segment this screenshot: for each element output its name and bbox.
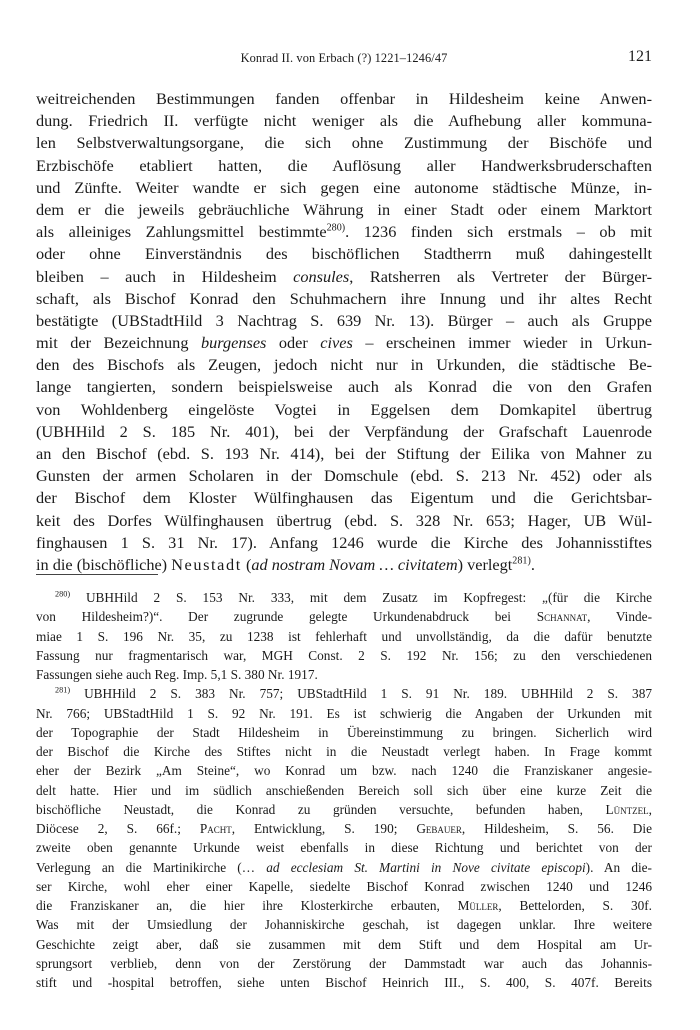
text-line: schaft, als Bischof Konrad den Schuhmachern ihre Innung und ihr altes Recht: [36, 288, 652, 308]
text-line: der Bischof dem Kloster Wülfinghausen das Eigentum und die Gerichtsbar-: [36, 488, 652, 508]
footnote-line: bischöfliche Neustadt, die Konrad zu gründen versuchte, befunden haben, Lüntzel,: [36, 801, 652, 817]
text-line: den des Bischofs als Zeugen, jedoch nicht nur in Urkunden, die städtische Be-: [36, 355, 652, 375]
footnote-line: eher der Bezirk „Am Steine“, wo Konrad um bzw. nach 1240 die Franziskaner angesie-: [36, 763, 652, 779]
running-title: Konrad II. von Erbach (?) 1221–1246/47: [240, 51, 448, 65]
text-line: von Wohldenberg eingelöste Vogtei in Eggelsen dem Domkapitel übertrug: [36, 399, 652, 419]
text-line: als alleiniges Zahlungsmittel bestimmte$^{280)}$. 1236 finden sich erstmals – ob mit: [36, 222, 652, 242]
text-line: lange tangierten, sondern beispielsweise auch als Konrad die von den Grafen: [36, 377, 652, 397]
text-line: in die (bischöfliche) Neustadt (ad nostram Novam … civitatem) verlegt$^{281)}$.: [36, 554, 535, 574]
running-header: [36, 48, 652, 70]
text-line: dung. Friedrich II. verfügte nicht weniger als die Aufhebung aller kommuna-: [36, 111, 652, 131]
footnote-line: ser Kirche, wohl eher einer Kapelle, siedelte Bischof Konrad zwischen 1240 und 1246: [36, 878, 652, 894]
page-number: 121: [628, 48, 652, 65]
text-line: bestätigte (UBStadtHild 3 Nachtrag S. 639 Nr. 13). Bürger – auch als Gruppe: [36, 310, 652, 330]
footnote-line: $^{280)}$ UBHHild 2 S. 153 Nr. 333, mit dem Zusatz im Kopfregest: „(für die Kirche: [55, 589, 652, 605]
text-line: len Selbstverwaltungsorgane, die sich ohne Zustimmung der Bischöfe und: [36, 133, 652, 153]
text-line: (UBHHild 2 S. 185 Nr. 401), bei der Verpfändung der Grafschaft Lauenrode: [36, 421, 652, 441]
footnote-line: delt hatte. Hier und im südlich anschießenden Bereich soll sich über eine kurze Zeit die: [36, 782, 652, 798]
footnote-line: Diöcese 2, S. 66f.; Pacht, Entwicklung, S. 190; Gebauer, Hildesheim, S. 56. Die: [36, 821, 652, 836]
footnote-line: Was mit der Umsiedlung der Johanniskirche geschah, ist dagegen unklar. Ihre weitere: [36, 917, 652, 933]
text-line: oder ohne Einverständnis des bischöflichen Stadtherrn muß dahingestellt: [36, 244, 652, 264]
footnote-line: Fassungen siehe auch Reg. Imp. 5,1 S. 380 Nr. 1917.: [36, 667, 318, 682]
footnote-line: Nr. 766; UBStadtHild 1 S. 92 Nr. 191. Es ist schwierig die Angaben der Urkunden mit: [36, 705, 652, 721]
text-line: Erzbischöfe etabliert hatten, die Auflösung aller Handwerksbruderschaften: [36, 155, 652, 175]
text-line: finghausen 1 S. 31 Nr. 17). Anfang 1246 wurde die Kirche des Johannisstiftes: [36, 532, 652, 552]
text-line: Gunsten der armen Scholaren in der Domschule (ebd. S. 213 Nr. 452) oder als: [36, 466, 652, 486]
footnote-line: sprungsort verblieb, denn von der Zerstörung der Dammstadt war auch das Johannis-: [36, 955, 652, 971]
footnotes: [36, 588, 652, 992]
footnote-line: die Franziskaner an, die hier ihre Klosterkirche erbauten, Müller, Bettelorden, S. 30f.: [36, 898, 652, 913]
text-line: weitreichenden Bestimmungen fanden offenbar in Hildesheim keine Anwen-: [36, 89, 652, 108]
main-text: [36, 88, 652, 576]
text-line: mit der Bezeichnung burgenses oder cives – erscheinen immer wieder in Urkun-: [36, 333, 653, 353]
footnote-line: zweite oben genannte Urkunde weist ebenfalls in diese Richtung und berichtet von der: [36, 840, 652, 856]
footnote-line: $^{281)}$ UBHHild 2 S. 383 Nr. 757; UBStadtHild 1 S. 91 Nr. 189. UBHHild 2 S. 387: [55, 685, 652, 702]
footnote-line: miae 1 S. 196 Nr. 35, zu 1238 ist fehlerhaft und unvollständig, da die dafür benutzte: [36, 628, 652, 644]
footnote-line: Verlegung an die Martinikirche (… ad ecclesiam St. Martini in Nove civitate episcopi). An die-: [36, 859, 652, 875]
footnote-line: von Hildesheim?)“. Der zugrunde gelegte Urkundenabdruck bei Schannat, Vinde-: [36, 609, 652, 625]
footnote-line: stift und -hospital betroffen, siehe unten Bischof Heinrich III., S. 400, S. 407f. Bereits: [36, 975, 652, 990]
text-line: an den Bischof (ebd. S. 193 Nr. 414), bei der Stiftung der Eilika von Mahner zu: [36, 444, 652, 463]
footnote-line: Fassung nur fragmentarisch war, MGH Const. 2 S. 192 Nr. 156; zu den verschiedenen: [36, 647, 652, 663]
footnote-line: der Bischof die Kirche des Stiftes nicht in die Neustadt verlegt haben. In Frage kommt: [36, 744, 652, 759]
text-line: keit des Dorfes Wülfinghausen übertrug (ebd. S. 328 Nr. 653; Hager, UB Wül-: [36, 510, 652, 530]
footnote-line: der Topographie der Stadt Hildesheim in Übereinstimmung zu bringen. Sicherlich wird: [36, 724, 652, 740]
text-line: dem er die jeweils gebräuchliche Währung in einer Stadt oder einem Marktort: [36, 199, 652, 219]
footnote-separator: [36, 574, 158, 575]
text-line: bleiben – auch in Hildesheim consules, Ratsherren als Vertreter der Bürger-: [36, 266, 652, 286]
footnote-line: Geschichte zeigt aber, daß sie zusammen mit dem Stift und dem Hospital am Ur-: [36, 936, 652, 952]
text-line: und Zünfte. Weiter wandte er sich gegen eine autonome städtische Münze, in-: [36, 177, 652, 197]
